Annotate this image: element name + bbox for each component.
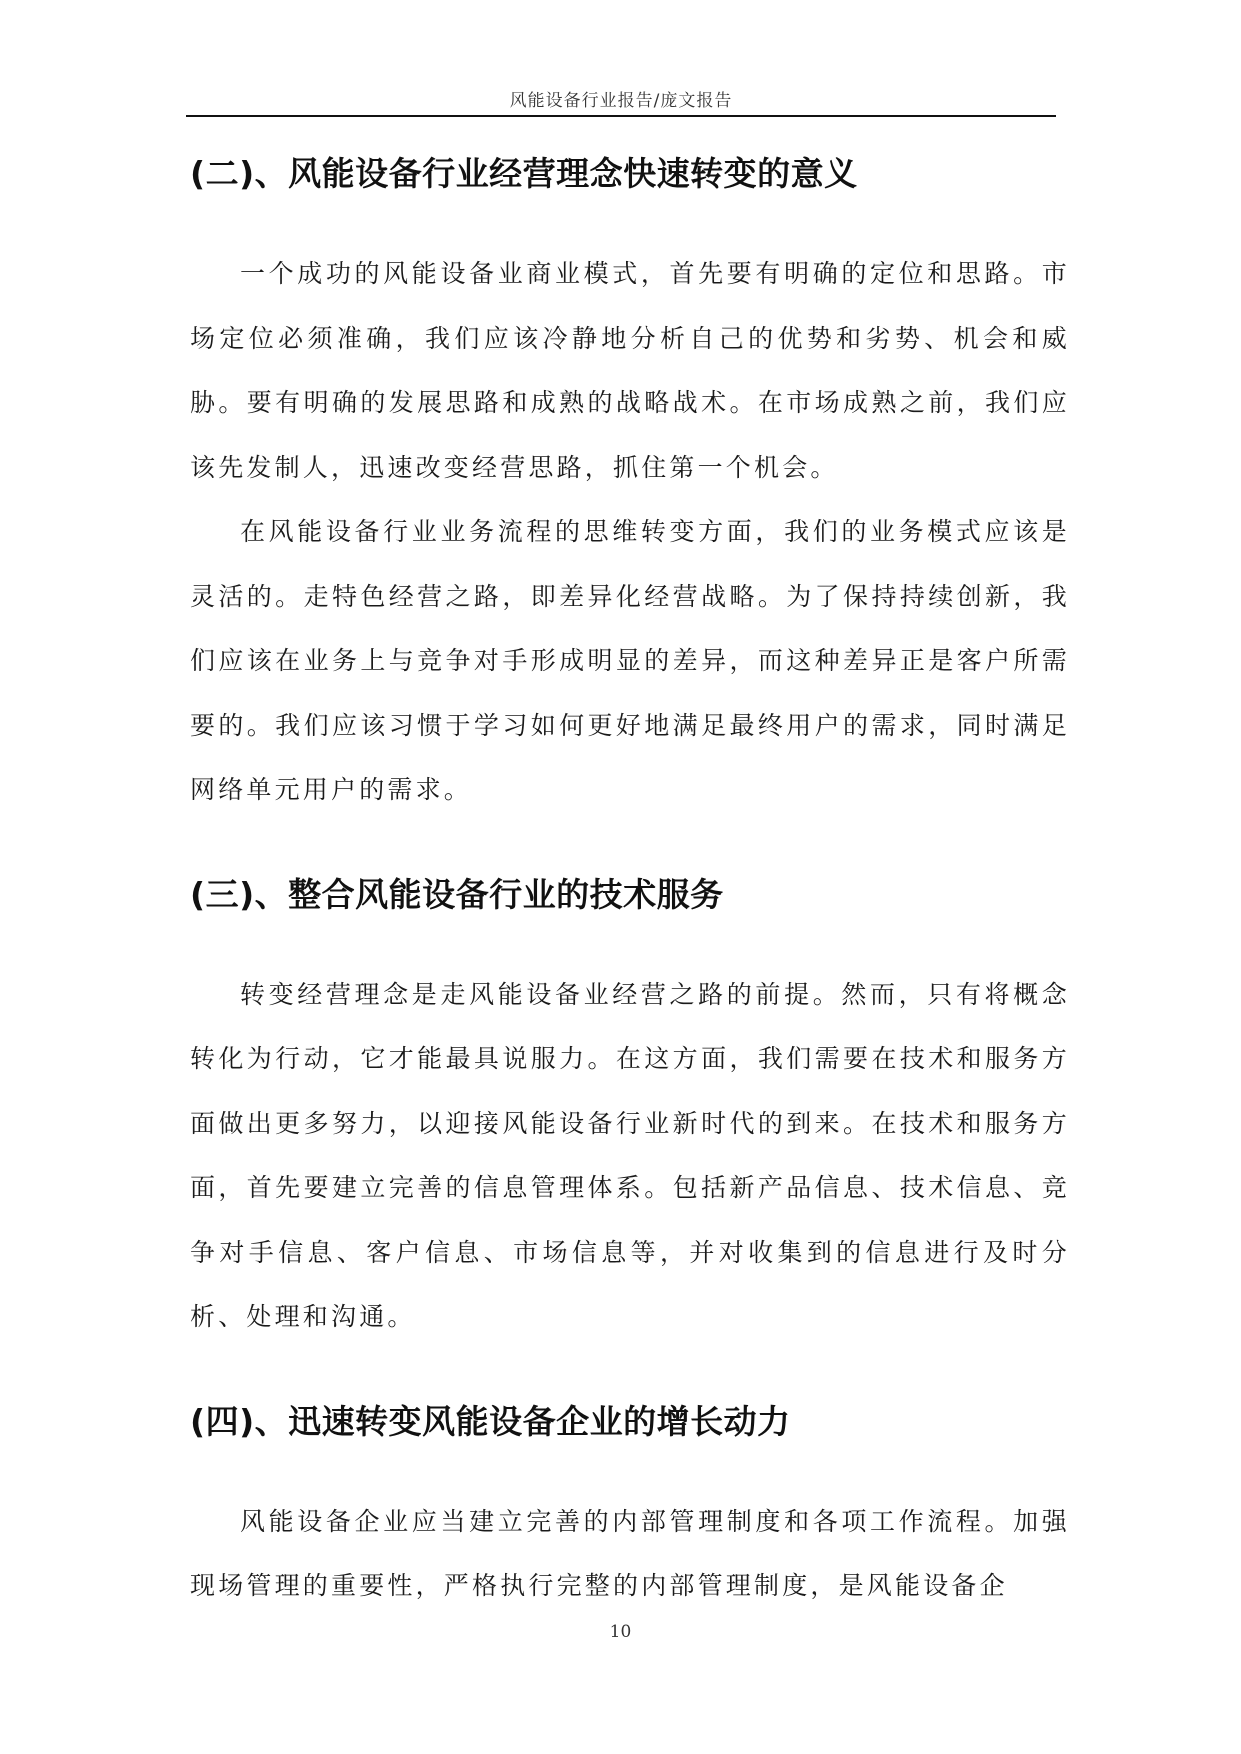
page-number: 10	[609, 1622, 632, 1642]
section-2-paragraph-2: 在风能设备行业业务流程的思维转变方面，我们的业务模式应该是灵活的。走特色经营之路，即差异化经营战略。为了保持持续创新，我们应该在业务上与竞争对手形成明显的差异，而这种差异正是客户所需要的。我们应该习惯于学习如何更好地满足最终用户的需求，同时满足网络单元用户的需求。	[190, 517, 1070, 804]
section-4-paragraph-1: 风能设备企业应当建立完善的内部管理制度和各项工作流程。加强现场管理的重要性，严格执行完整的内部管理制度，是风能设备企	[190, 1506, 1070, 1600]
running-header: 风能设备行业报告/庞文报告	[509, 91, 733, 111]
section-heading-2: (二)、风能设备行业经营理念快速转变的意义	[190, 154, 858, 193]
section-2-paragraph-1: 一个成功的风能设备业商业模式，首先要有明确的定位和思路。市场定位必须准确，我们应该冷静地分析自己的优势和劣势、机会和威胁。要有明确的发展思路和成熟的战略战术。在市场成熟之前，我们应该先发制人，迅速改变经营思路，抓住第一个机会。	[190, 259, 1070, 482]
section-heading-3: (三)、整合风能设备行业的技术服务	[190, 874, 724, 914]
header-divider	[186, 115, 1056, 117]
document-body	[190, 142, 1070, 1619]
section-3-paragraph-1: 转变经营理念是走风能设备业经营之路的前提。然而，只有将概念转化为行动，它才能最具说服力。在这方面，我们需要在技术和服务方面做出更多努力，以迎接风能设备行业新时代的到来。在技术和服务方面，首先要建立完善的信息管理体系。包括新产品信息、技术信息、竞争对手信息、客户信息、市场信息等，并对收集到的信息进行及时分析、处理和沟通。	[190, 979, 1070, 1331]
section-heading-4: (四)、迅速转变风能设备企业的增长动力	[190, 1401, 791, 1441]
